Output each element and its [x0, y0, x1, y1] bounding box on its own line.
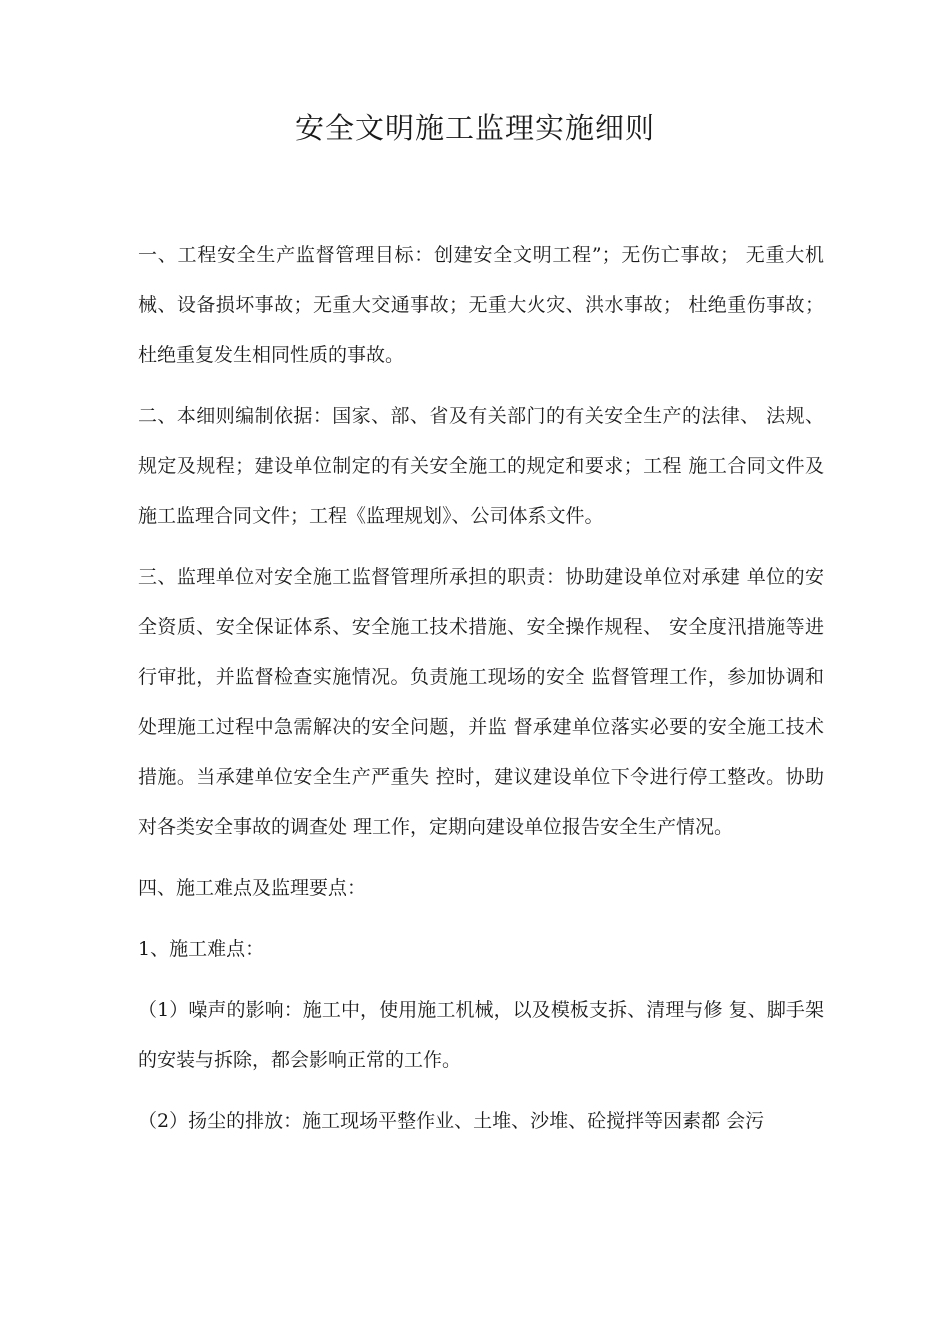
document-title: 安全文明施工监理实施细则: [294, 111, 655, 145]
paragraph-dust: （2）扬尘的排放：施工现场平整作业、土堆、沙堆、砼搅拌等因素都 会污: [138, 1110, 765, 1132]
paragraph-basis: 二、本细则编制依据：国家、部、省及有关部门的有关安全生产的法律、 法规、规定及规程；建设单位制定的有关安全施工的规定和要求；工程 施工合同文件及施工监理合同文件；工程《监理规划》、公司体系文件。: [138, 405, 824, 527]
document-body: [138, 230, 824, 1157]
paragraph-responsibilities: 三、监理单位对安全施工监督管理所承担的职责：协助建设单位对承建 单位的安全资质、安全保证体系、安全施工技术措施、安全操作规程、 安全度汛措施等进行审批，并监督检查实施情况。负责施工现场的安全 监督管理工作，参加协调和处理施工过程中急需解决的安全问题，并监 督承建单位落实必要的安全施工技术措施。当承建单位安全生产严重失 控时，建议建设单位下令进行停工整改。协助对各类安全事故的调查处 理工作，定期向建设单位报告安全生产情况。: [138, 566, 824, 838]
paragraph-section-four: 四、施工难点及监理要点：: [138, 877, 367, 899]
paragraph-noise: （1）噪声的影响：施工中，使用施工机械，以及模板支拆、清理与修 复、脚手架的安装与拆除，都会影响正常的工作。: [138, 999, 824, 1071]
paragraph-safety-goals: 一、工程安全生产监督管理目标：创建安全文明工程”；无伤亡事故； 无重大机械、设备损坏事故；无重大交通事故；无重大火灾、洪水事故； 杜绝重伤事故；杜绝重复发生相同性质的事故。: [138, 244, 824, 366]
paragraph-difficulties-heading: 1、施工难点：: [138, 938, 265, 960]
